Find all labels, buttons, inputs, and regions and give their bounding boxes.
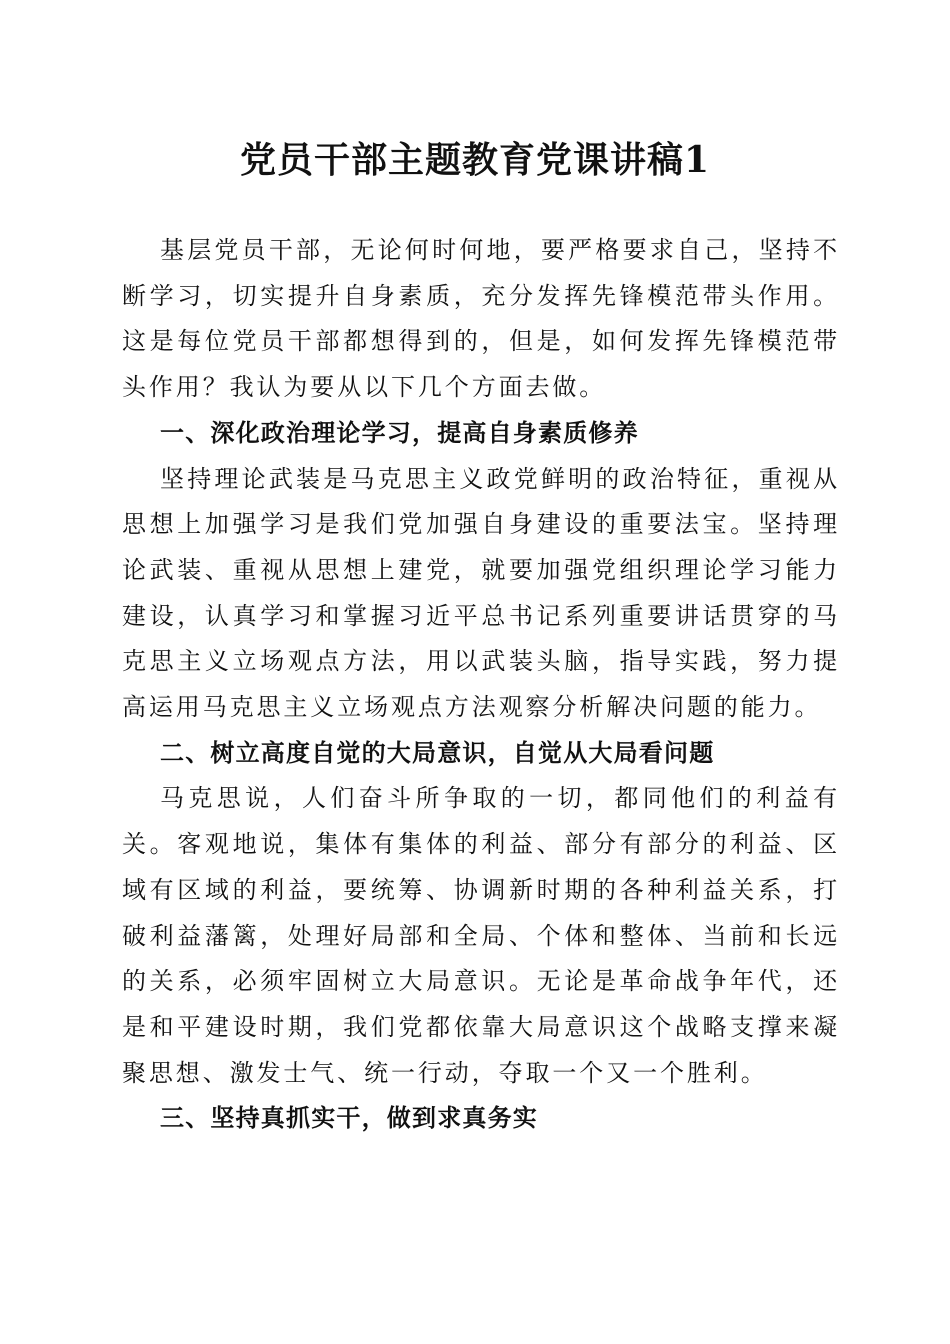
intro-paragraph: 基层党员干部，无论何时何地，要严格要求自己，坚持不断学习，切实提升自身素质，充分发挥先锋模范带头作用。这是每位党员干部都想得到的，但是，如何发挥先锋模范带头作用？我认为要从以下几个方面去做。: [122, 236, 840, 402]
section-2-heading: 二、树立高度自觉的大局意识，自觉从大局看问题: [160, 738, 715, 767]
section-1-heading: 一、深化政治理论学习，提高自身素质修养: [160, 418, 639, 447]
section-1-paragraph: 坚持理论武装是马克思主义政党鲜明的政治特征，重视从思想上加强学习是我们党加强自身建设的重要法宝。坚持理论武装、重视从思想上建党，就要加强党组织理论学习能力建设，认真学习和掌握习近平总书记系列重要讲话贯穿的马克思主义立场观点方法，用以武装头脑，指导实践，努力提高运用马克思主义立场观点方法观察分析解决问题的能力。: [122, 464, 840, 722]
section-2-paragraph: 马克思说，人们奋斗所争取的一切，都同他们的利益有关。客观地说，集体有集体的利益、部分有部分的利益、区域有区域的利益，要统筹、协调新时期的各种利益关系，打破利益藩篱，处理好局部和全局、个体和整体、当前和长远的关系，必须牢固树立大局意识。无论是革命战争年代，还是和平建设时期，我们党都依靠大局意识这个战略支撑来凝聚思想、激发士气、统一行动，夺取一个又一个胜利。: [122, 784, 840, 1087]
document-body: [122, 228, 840, 1142]
document-title: 党员干部主题教育党课讲稿1: [239, 139, 711, 181]
section-3-heading: 三、坚持真抓实干，做到求真务实: [160, 1104, 538, 1133]
